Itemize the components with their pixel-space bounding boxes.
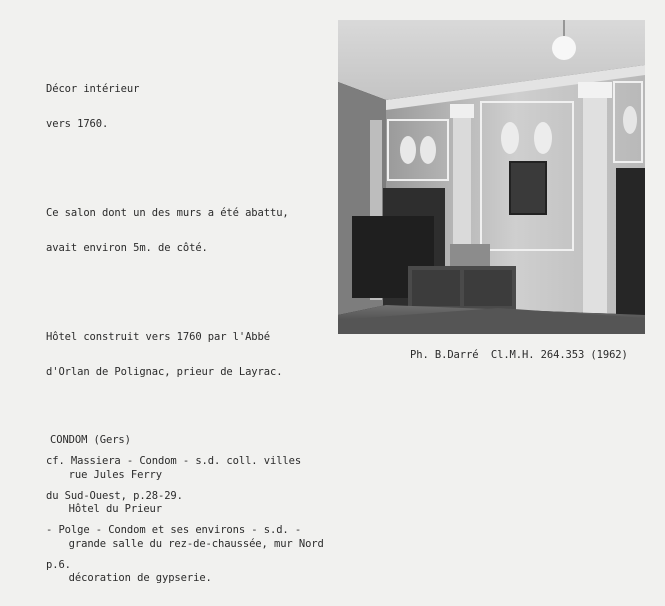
- note-line: Hôtel construit vers 1760 par l'Abbé: [46, 331, 270, 343]
- photo-credit: Ph. B.Darré Cl.M.H. 264.353 (1962): [410, 349, 628, 361]
- location-line: Hôtel du Prieur: [50, 503, 162, 515]
- relief-figure: [400, 136, 416, 164]
- ceiling-lamp: [552, 36, 576, 60]
- cabinet-door: [412, 270, 460, 306]
- location-line: décoration de gypserie.: [50, 572, 212, 584]
- location-line: CONDOM (Gers): [50, 434, 131, 446]
- stack-of-books: [450, 244, 490, 266]
- note-line: Ce salon dont un des murs a été abattu,: [46, 207, 289, 219]
- framed-picture: [510, 162, 546, 214]
- door: [616, 168, 645, 315]
- relief-figure: [501, 122, 519, 154]
- location-line: grande salle du rez-de-chaussée, mur Nord: [50, 537, 324, 550]
- cabinet-door: [464, 270, 512, 306]
- note-line: d'Orlan de Polignac, prieur de Layrac.: [46, 365, 283, 378]
- note-line: Décor intérieur: [46, 83, 140, 95]
- note-line: vers 1760.: [46, 117, 109, 130]
- note-line: - Polge - Condom et ses environs - s.d. -: [46, 524, 302, 536]
- capital: [578, 82, 612, 98]
- note-line: du Sud-Ouest, p.28-29.: [46, 489, 183, 502]
- location-caption: [50, 412, 324, 596]
- note-line: cf. Massiera - Condom - s.d. coll. villes: [46, 455, 302, 467]
- pilaster: [583, 88, 607, 313]
- relief-figure: [534, 122, 552, 154]
- hotel-note: [46, 309, 301, 401]
- note-line: p.6.: [46, 558, 71, 571]
- location-line: rue Jules Ferry: [50, 468, 162, 481]
- relief-figure: [623, 106, 637, 134]
- note-line: avait environ 5m. de côté.: [46, 241, 208, 254]
- interior-photograph: [338, 20, 645, 334]
- relief-figure: [420, 136, 436, 164]
- capital: [450, 104, 474, 118]
- date-note: [46, 61, 301, 153]
- salon-note: [46, 185, 301, 277]
- salon-photo-drawing: [338, 20, 645, 334]
